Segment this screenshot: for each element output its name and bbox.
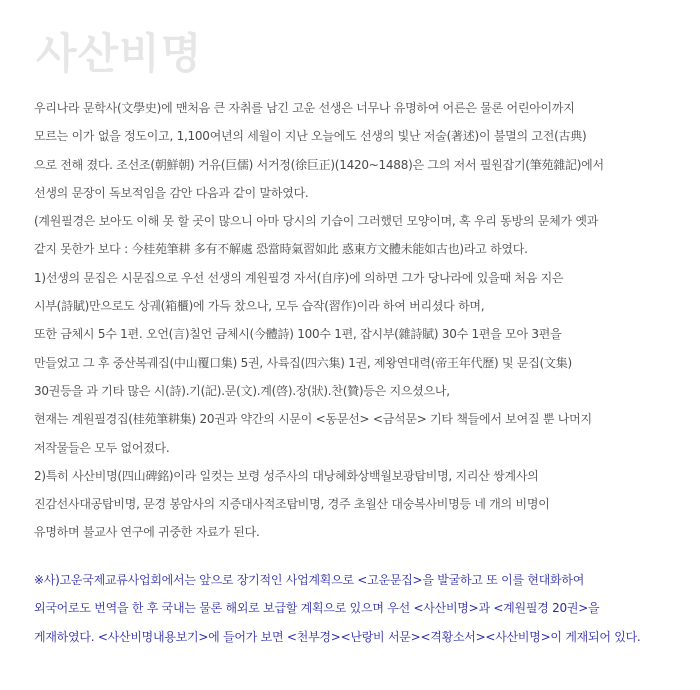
body-line: 우리나라 문학사(文學史)에 맨처음 큰 자취를 남긴 고운 선생은 너무나 유명하여 어른은 물론 어린아이까지 — [34, 101, 575, 115]
notice-line: ※사)고운국제교류사업회에서는 앞으로 장기적인 사업계획으로 <고운문집>을 발굴하고 또 이를 현대화하여 — [34, 573, 585, 587]
body-line: 모르는 이가 없을 정도이고, 1,100여년의 세월이 지난 오늘에도 선생의 빛난 저술(著述)이 불멸의 고전(古典) — [34, 129, 587, 144]
page-title: 사산비명 — [36, 29, 203, 78]
body-line: 2)특히 사산비명(四山碑銘)이라 일컷는 보령 성주사의 대낭혜화상백월보광탑비명, 지리산 쌍계사의 — [34, 468, 539, 483]
body-line: 유명하며 불교사 연구에 귀중한 자료가 된다. — [34, 525, 260, 540]
notice-block — [34, 566, 684, 651]
body-line: 선생의 문장이 독보적임을 감안 다음과 같이 말하였다. — [34, 185, 309, 200]
body-line: 1)선생의 문집은 시문집으로 우선 선생의 계원필경 자서(自序)에 의하면 그가 당나라에 있을때 처음 지은 — [34, 270, 564, 285]
body-line: 시부(詩賦)만으로도 상궤(箱櫃)에 가득 찼으나, 모두 습작(習作)이라 하여 버리셨다 하며, — [34, 299, 485, 314]
body-line: 진감선사대공탑비명, 문경 봉암사의 지증대사적조탑비명, 경주 초월산 대숭복사비명등 네 개의 비명이 — [34, 497, 550, 512]
body-line: (계원필경은 보아도 이해 못 할 곳이 많으니 아마 당시의 기습이 그러했던 모양이며, 혹 우리 동방의 문체가 옛과 — [34, 214, 599, 229]
notice-line: 외국어로도 번역을 한 후 국내는 물론 해외로 보급할 계획으로 있으며 우선 <사산비명>과 <계원필경 20권>을 — [34, 601, 600, 616]
body-line: 현재는 계원필경집(桂苑筆耕集) 20권과 약간의 시문이 <동문선> <금석문> 기타 책들에서 보여질 뿐 나머지 — [34, 412, 592, 427]
body-line: 으로 전해 졌다. 조선조(朝鮮朝) 거유(巨儒) 서거정(徐巨正)(1420~1488)은 그의 저서 필원잡기(筆苑雜記)에서 — [34, 157, 604, 172]
body-line: 또한 금체시 5수 1편. 오언(言)칠언 금체시(今體詩) 100수 1편, 잡시부(雜詩賦) 30수 1편을 모아 3편을 — [34, 327, 562, 342]
body-line: 30권등을 과 기타 많은 시(詩).기(記).문(文).계(啓).장(狀).찬(贊)등은 지으셨으나, — [34, 383, 450, 398]
notice-line: 게재하였다. <사산비명내용보기>에 들어가 보면 <천부경><난랑비 서문><격황소서><사산비명>이 게재되어 있다. — [34, 629, 641, 644]
article-body — [34, 94, 684, 547]
body-line: 만들었고 그 후 중산복궤집(中山覆口集) 5권, 사륙집(四六集) 1권, 제왕연대력(帝王年代歷) 및 문집(文集) — [34, 355, 572, 370]
body-line: 같지 못한가 보다 : 今桂苑筆耕 多有不解處 恐當時氣習如此 惑東方文體未能如古也)라고 하였다. — [34, 242, 528, 257]
body-line: 저작물들은 모두 없어졌다. — [34, 440, 170, 455]
